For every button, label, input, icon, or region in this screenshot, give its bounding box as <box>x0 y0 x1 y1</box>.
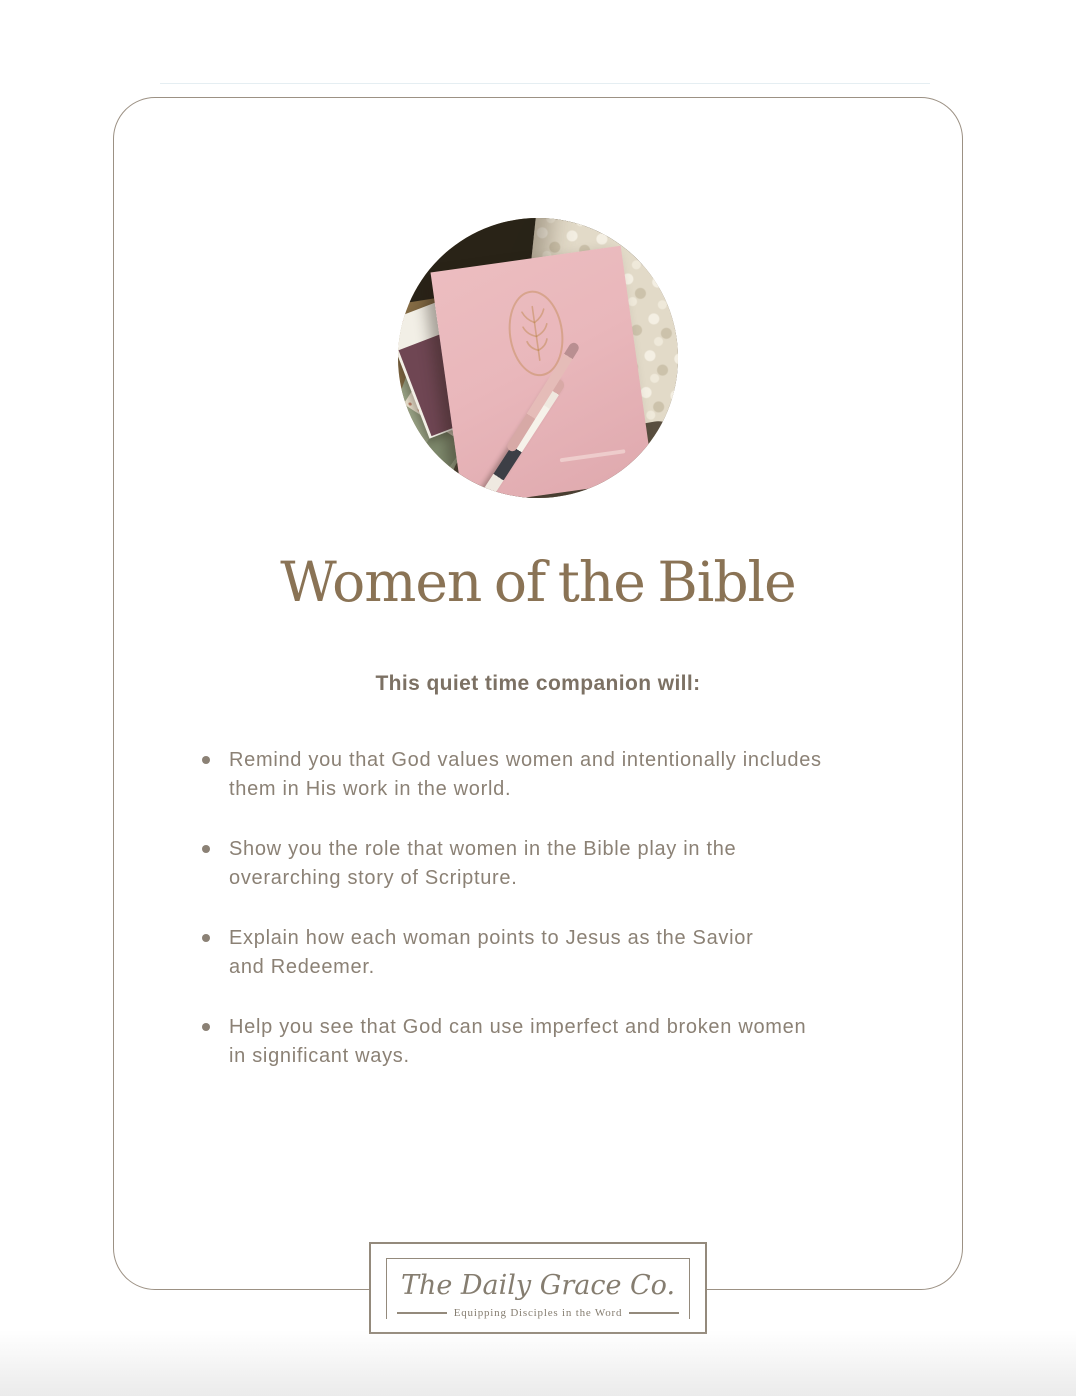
list-item <box>201 835 861 893</box>
book-title-engraving <box>560 449 626 462</box>
list-item-text: Help you see that God can use imperfect and broken women in significant ways. <box>229 1016 807 1067</box>
page-subtitle: This quiet time companion will: <box>375 672 701 695</box>
logo-tagline-row <box>397 1307 679 1319</box>
bullet-dot <box>202 845 210 853</box>
page-edge-line <box>160 83 930 84</box>
bullet-dot <box>202 934 210 942</box>
logo-inner-frame <box>386 1258 690 1319</box>
tagline-rule-right <box>629 1312 679 1314</box>
list-item-text: Remind you that God values women and intentionally includes them in His work in the world. <box>229 749 822 800</box>
list-item-text: Show you the role that women in the Bible play in the overarching story of Scripture. <box>229 838 737 889</box>
feature-list <box>201 746 861 1071</box>
daily-grace-logo <box>369 1242 707 1334</box>
list-item <box>201 924 861 982</box>
photo-pink-study-book <box>431 246 654 498</box>
page-title: Women of the Bible <box>280 550 796 614</box>
flyer-card <box>113 97 963 1319</box>
logo-company-name: The Daily Grace Co. <box>400 1270 676 1301</box>
page-bottom-fade <box>0 1330 1076 1396</box>
list-item-text: Explain how each woman points to Jesus as the Savior and Redeemer. <box>229 927 754 978</box>
list-item <box>201 746 861 804</box>
tagline-rule-left <box>397 1312 447 1314</box>
list-item <box>201 1013 861 1071</box>
bullet-dot <box>202 756 210 764</box>
bullet-dot <box>202 1023 210 1031</box>
circular-product-photo <box>398 218 678 498</box>
logo-tagline: Equipping Disciples in the Word <box>453 1307 623 1319</box>
